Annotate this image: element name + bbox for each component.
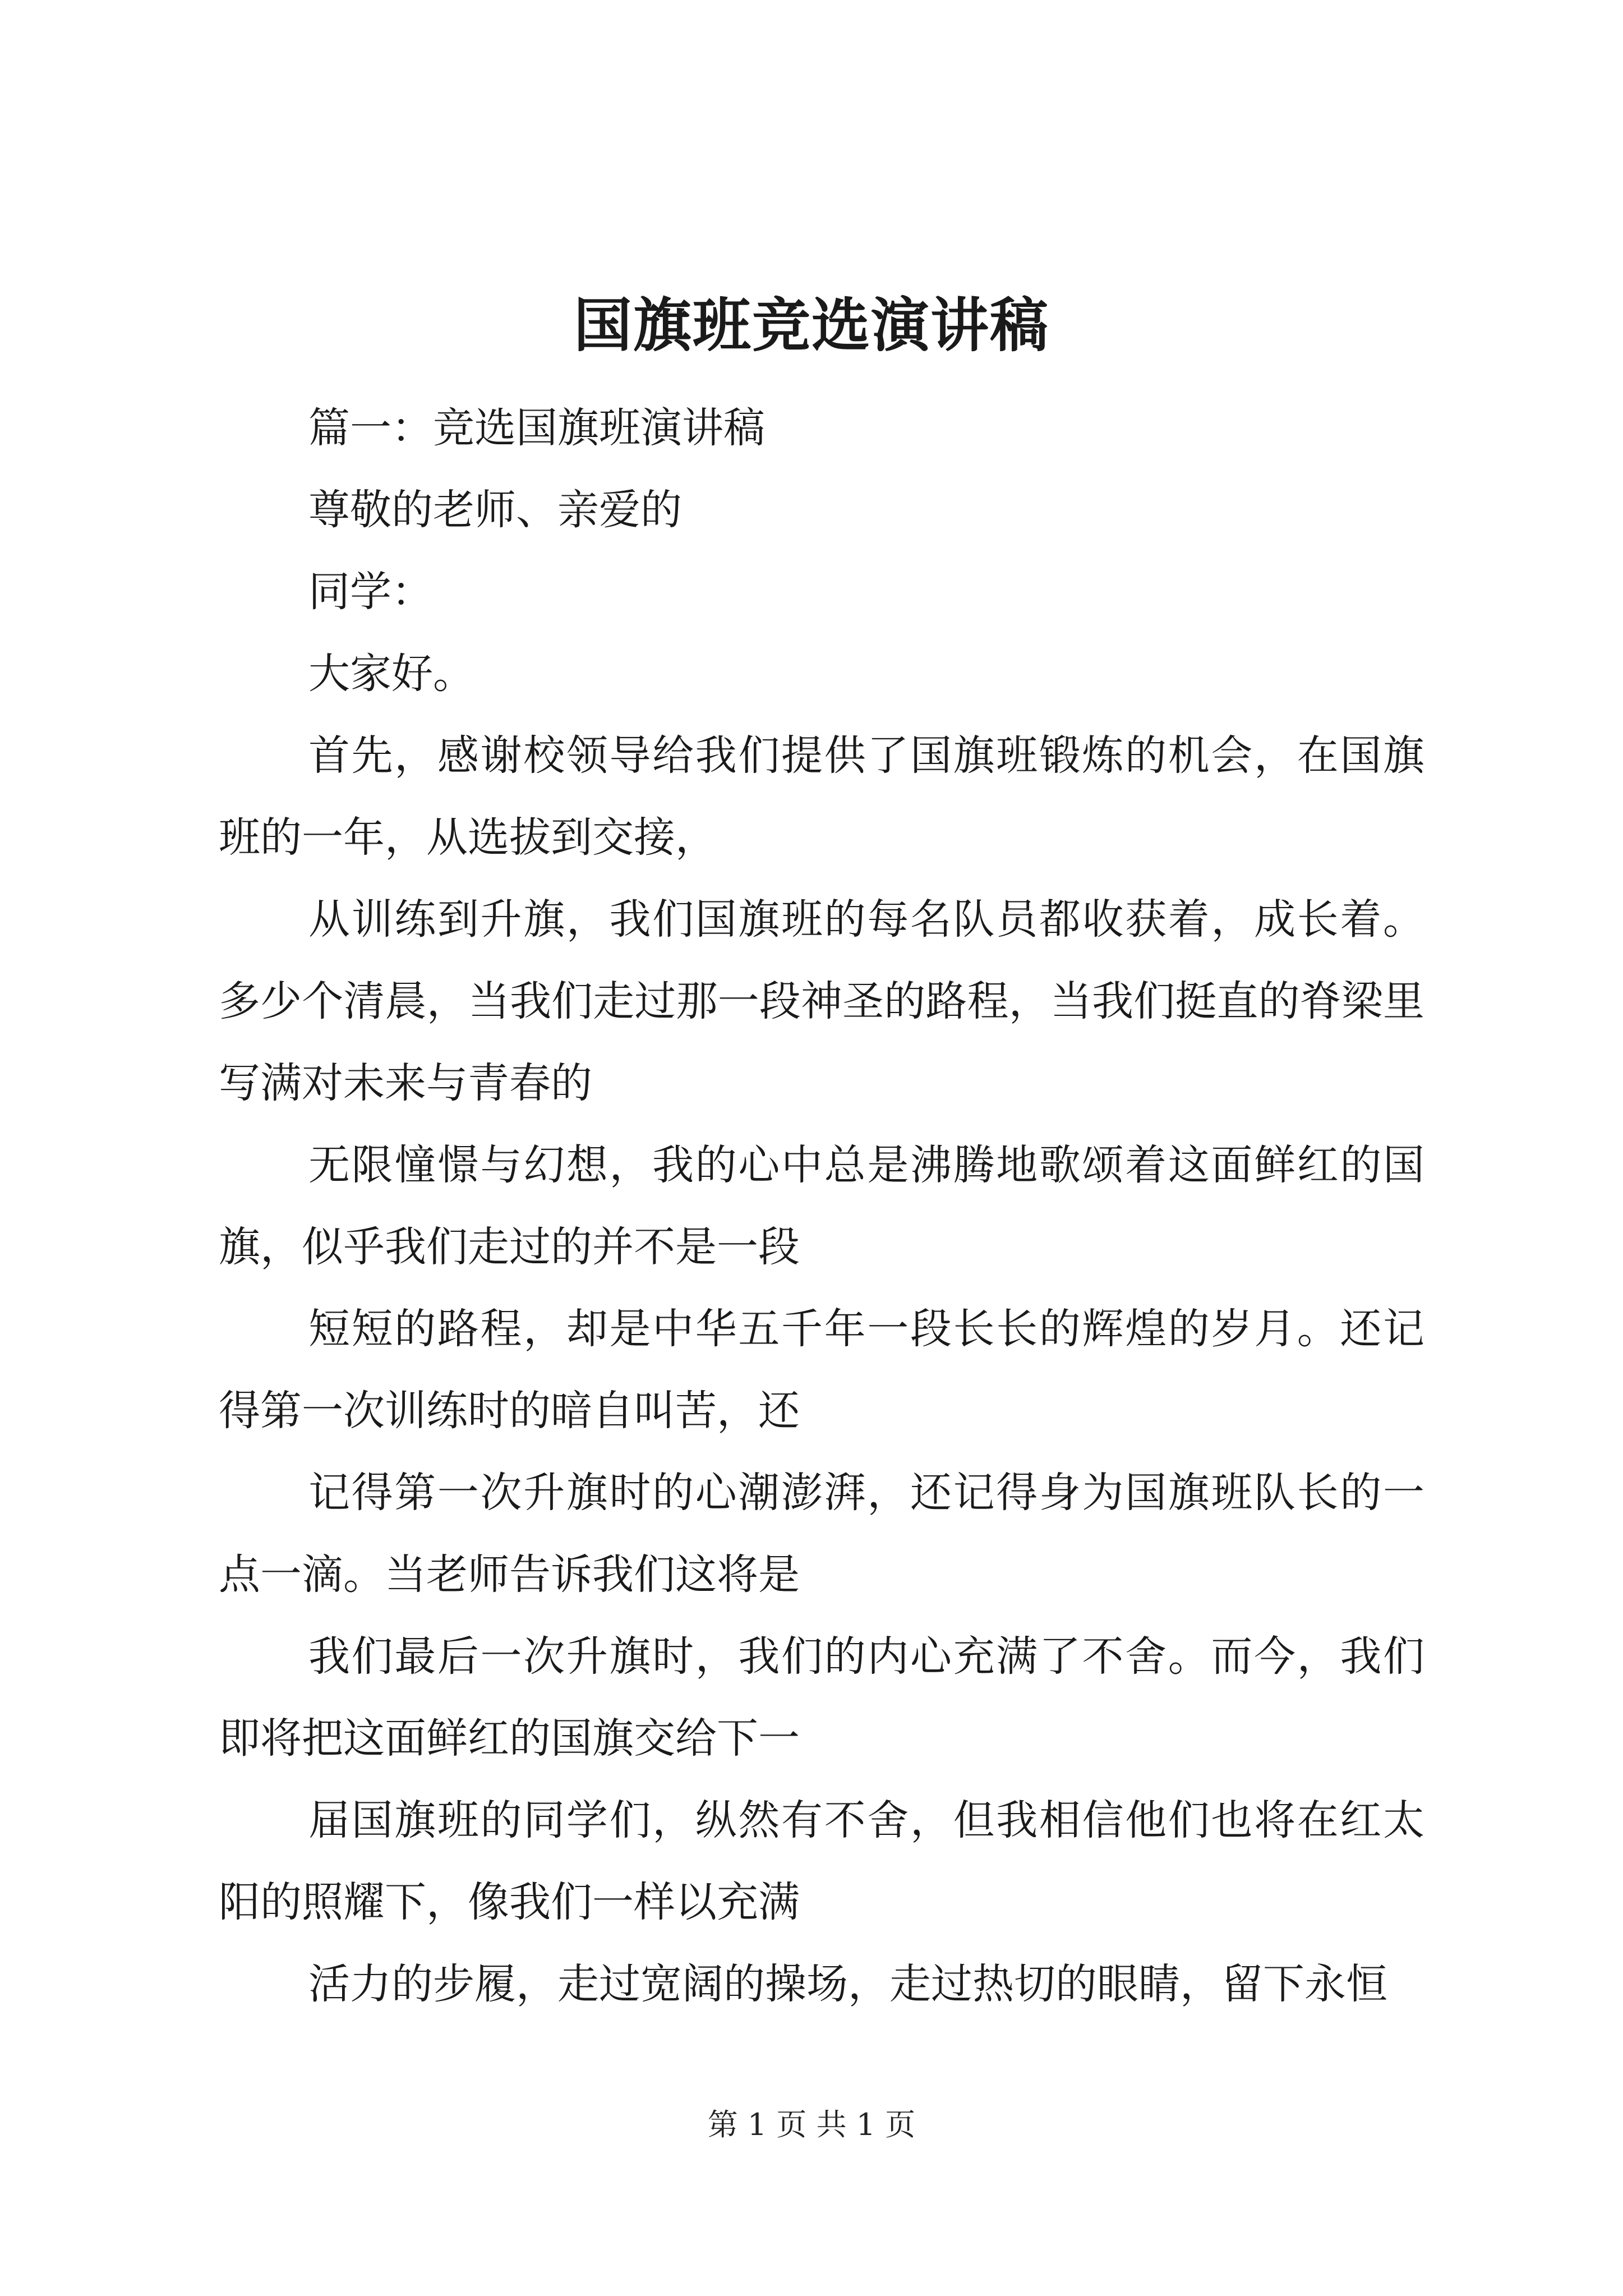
paragraph: 大家好。: [308, 650, 474, 698]
paragraph: 活力的步履，走过宽阔的操场，走过热切的眼睛，留下永恒: [308, 1960, 1387, 2008]
paragraph: 届国旗班的同学们，纵然有不舍，但我相信他们也将在红太阳的照耀下，像我们一样以充满: [219, 1796, 1424, 1926]
paragraph: 尊敬的老师、亲爱的: [308, 486, 682, 534]
paragraph: 短短的路程，却是中华五千年一段长长的辉煌的岁月。还记得第一次训练时的暗自叫苦，还: [219, 1305, 1424, 1435]
paragraph: 首先，感谢校领导给我们提供了国旗班锻炼的机会，在国旗班的一年，从选拔到交接，: [219, 731, 1424, 862]
paragraph: 同学：: [308, 568, 433, 616]
paragraph: 记得第一次升旗时的心潮澎湃，还记得身为国旗班队长的一点一滴。当老师告诉我们这将是: [219, 1469, 1424, 1599]
document-body: [219, 387, 1424, 2025]
document-title: 国旗班竞选演讲稿: [573, 291, 1049, 360]
paragraph: 从训练到升旗，我们国旗班的每名队员都收获着，成长着。多少个清晨，当我们走过那一段神圣的路程，当我们挺直的脊梁里写满对未来与青春的: [219, 895, 1424, 1107]
paragraph: 无限憧憬与幻想，我的心中总是沸腾地歌颂着这面鲜红的国旗，似乎我们走过的并不是一段: [219, 1141, 1424, 1271]
paragraph: 篇一：竞选国旗班演讲稿: [308, 404, 765, 452]
page-footer: 第 1 页 共 1 页: [707, 2107, 916, 2142]
paragraph: 我们最后一次升旗时，我们的内心充满了不舍。而今，我们即将把这面鲜红的国旗交给下一: [219, 1632, 1424, 1763]
